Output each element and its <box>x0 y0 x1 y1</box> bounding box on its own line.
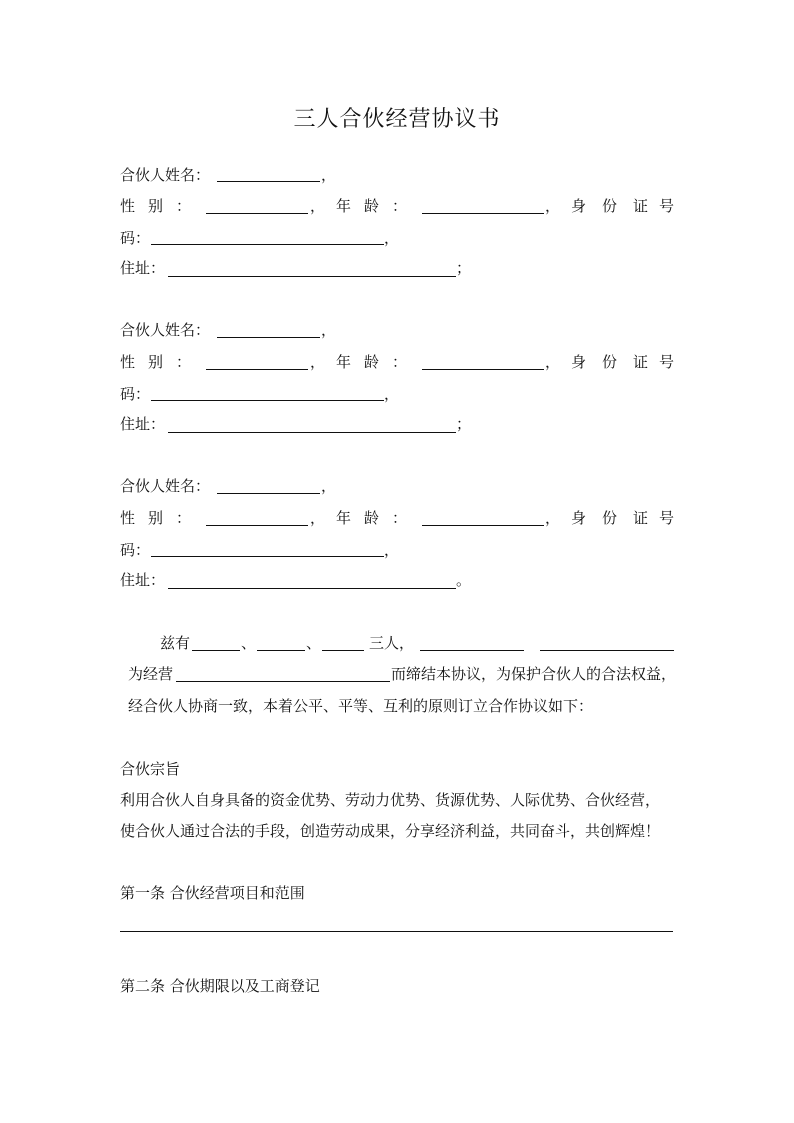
age-blank[interactable] <box>422 525 544 526</box>
partner-name-label: 合伙人姓名： <box>120 477 211 495</box>
punctuation: 。 <box>456 571 472 589</box>
gender-label-char: 别 <box>148 509 164 527</box>
paragraph-line: 使合伙人通过合法的手段，创造劳动成果，分享经济利益，共同奋斗，共创辉煌！ <box>120 822 661 840</box>
punctuation: ， <box>321 321 337 339</box>
punctuation: ， <box>545 509 561 527</box>
id-label-char: 号 <box>659 197 675 215</box>
id-label-char: 号 <box>659 509 675 527</box>
punctuation: ； <box>456 415 472 433</box>
article-heading: 第一条 合伙经营项目和范围 <box>120 884 305 902</box>
id-label-char: 证 <box>633 353 649 371</box>
id-label-char: 身 <box>571 353 587 371</box>
address-label: 住址： <box>120 415 166 433</box>
age-label-char: 龄 <box>364 509 380 527</box>
id-label-char: 份 <box>602 509 618 527</box>
id-label-char: 份 <box>602 353 618 371</box>
gender-blank[interactable] <box>206 369 308 370</box>
age-blank[interactable] <box>422 369 544 370</box>
punctuation: ， <box>384 229 400 247</box>
gender-label-char: ： <box>176 353 192 371</box>
address-blank[interactable] <box>168 432 456 433</box>
punctuation: ， <box>310 509 326 527</box>
article-heading: 第二条 合伙期限以及工商登记 <box>120 977 320 995</box>
person-name-blank[interactable] <box>257 650 305 651</box>
gender-label-char: ： <box>176 509 192 527</box>
paragraph-line: 利用合伙人自身具备的资金优势、劳动力优势、货源优势、人际优势、合伙经营， <box>120 791 661 809</box>
id-label-char: 证 <box>633 197 649 215</box>
id-number-blank[interactable] <box>151 556 384 557</box>
punctuation: ， <box>384 541 400 559</box>
gender-blank[interactable] <box>206 525 308 526</box>
business-blank[interactable] <box>176 681 390 682</box>
id-label-cont: 码： <box>120 229 151 247</box>
age-label-char: 年 <box>336 509 352 527</box>
punctuation: ， <box>310 197 326 215</box>
age-label-char: 龄 <box>364 197 380 215</box>
gender-label-char: 性 <box>120 353 136 371</box>
partner-name-blank[interactable] <box>217 337 320 338</box>
partner-name-label: 合伙人姓名： <box>120 321 211 339</box>
id-label-char: 证 <box>633 509 649 527</box>
punctuation: ， <box>545 197 561 215</box>
intro-blank[interactable] <box>540 650 674 651</box>
intro-text: 而缔结本协议，为保护合伙人的合法权益， <box>391 665 677 683</box>
punctuation: ， <box>321 477 337 495</box>
id-label-char: 号 <box>659 353 675 371</box>
age-blank[interactable] <box>422 213 544 214</box>
section-heading: 合伙宗旨 <box>120 760 181 778</box>
punctuation: ， <box>321 166 337 184</box>
intro-text: 兹有 <box>160 634 191 652</box>
id-label-cont: 码： <box>120 385 151 403</box>
age-label-char: 龄 <box>364 353 380 371</box>
intro-text: 为经营 <box>128 665 174 683</box>
address-blank[interactable] <box>168 588 456 589</box>
gender-label-char: 别 <box>148 353 164 371</box>
partner-name-blank[interactable] <box>217 493 320 494</box>
id-number-blank[interactable] <box>151 400 384 401</box>
gender-blank[interactable] <box>206 213 308 214</box>
address-label: 住址： <box>120 571 166 589</box>
document-title: 三人合伙经营协议书 <box>293 107 501 132</box>
intro-blank[interactable] <box>420 650 524 651</box>
age-label-char: ： <box>392 353 408 371</box>
age-label-char: ： <box>392 197 408 215</box>
gender-label-char: ： <box>176 197 192 215</box>
partner-name-blank[interactable] <box>217 181 320 182</box>
gender-label-char: 别 <box>148 197 164 215</box>
id-label-cont: 码： <box>120 541 151 559</box>
intro-text: 经合伙人协商一致，本着公平、平等、互利的原则订立合作协议如下： <box>128 697 594 715</box>
id-label-char: 份 <box>602 197 618 215</box>
person-name-blank[interactable] <box>322 650 364 651</box>
age-label-char: ： <box>392 509 408 527</box>
age-label-char: 年 <box>336 353 352 371</box>
fill-in-line[interactable] <box>120 931 673 932</box>
person-name-blank[interactable] <box>192 650 240 651</box>
intro-text: 三人， <box>369 634 415 652</box>
gender-label-char: 性 <box>120 509 136 527</box>
punctuation: ， <box>545 353 561 371</box>
address-label: 住址： <box>120 259 166 277</box>
punctuation: 、 <box>306 634 322 652</box>
punctuation: 、 <box>241 634 257 652</box>
punctuation: ， <box>384 385 400 403</box>
id-label-char: 身 <box>571 197 587 215</box>
gender-label-char: 性 <box>120 197 136 215</box>
id-number-blank[interactable] <box>151 244 384 245</box>
id-label-char: 身 <box>571 509 587 527</box>
partner-name-label: 合伙人姓名： <box>120 166 211 184</box>
punctuation: ； <box>456 259 472 277</box>
address-blank[interactable] <box>168 276 456 277</box>
age-label-char: 年 <box>336 197 352 215</box>
punctuation: ， <box>310 353 326 371</box>
